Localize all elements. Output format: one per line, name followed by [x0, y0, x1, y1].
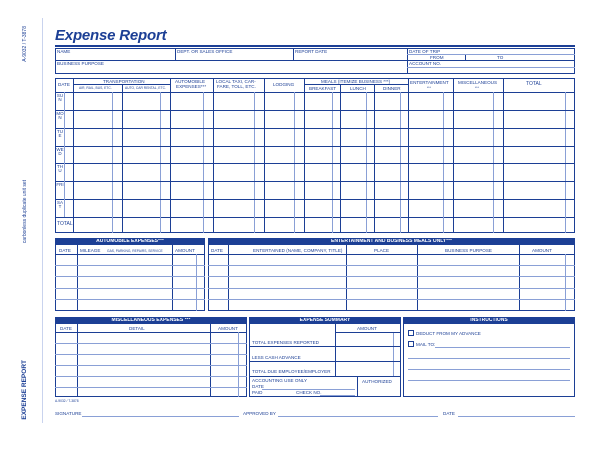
day-sat: SAT: [56, 200, 63, 210]
col-dinner: DINNER: [383, 86, 401, 91]
col-automobile-expenses: EXPENSES***: [176, 84, 207, 89]
account-no-label: ACCOUNT NO.: [409, 61, 442, 66]
summary-total-reported: TOTAL EXPENSES REPORTED: [252, 340, 319, 345]
signature-label: SIGNATURE: [55, 411, 82, 416]
col-total: TOTAL: [526, 81, 542, 87]
main-expense-table: [55, 78, 575, 233]
summary-less-cash: LESS CASH ADVANCE: [252, 355, 301, 360]
col-transportation: TRANSPORTATION: [103, 79, 145, 84]
ent-amount-label: AMOUNT: [532, 248, 552, 253]
misc-amount-label: AMOUNT: [218, 326, 238, 331]
entertainment-header: ENTERTAINMENT AND BUSINESS MEALS ONLY***: [208, 238, 575, 245]
instructions-header: INSTRUCTIONS: [403, 317, 575, 324]
col-local-taxi-2: FARE, TOLL, ETC.: [217, 84, 256, 89]
col-miscellaneous: MISCELLANEOUS: [458, 80, 498, 85]
summary-date: DATE: [252, 384, 264, 389]
total-row-label: TOTAL: [57, 221, 73, 227]
deduct-checkbox[interactable]: [408, 330, 414, 336]
mail-to-checkbox[interactable]: [408, 341, 414, 347]
report-date-label: REPORT DATE: [295, 49, 328, 54]
misc-date-label: DATE: [60, 326, 72, 331]
day-wed: WED: [56, 147, 64, 157]
col-automobile: AUTOMOBILE: [175, 79, 206, 84]
col-local-taxi-1: LOCAL TAXI, CAR-: [216, 79, 256, 84]
summary-amount-label: AMOUNT: [357, 326, 377, 331]
approved-by-label: APPROVED BY: [243, 411, 276, 416]
day-thu: THU: [57, 164, 63, 174]
col-transportation-sub2: AUTO, CAR RENTAL, ETC.: [125, 86, 166, 90]
col-miscellaneous-sub: ***: [475, 86, 479, 90]
side-title: EXPENSE REPORT: [21, 360, 28, 420]
ent-purpose-label: BUSINESS PURPOSE: [445, 248, 492, 253]
summary-check-no: CHECK NO.: [296, 390, 322, 395]
col-entertainment: ENTERTAINMENT: [410, 80, 449, 85]
name-label: NAME: [57, 49, 71, 54]
col-entertainment-sub: ***: [427, 86, 431, 90]
col-date: DATE: [58, 82, 70, 87]
summary-header: EXPENSE SUMMARY: [249, 317, 401, 324]
mail-to-label: MAIL TO:: [416, 342, 436, 347]
bottom-form-code: A-9032 / T-3878: [55, 399, 79, 403]
misc-expenses-header: MISCELLANEOUS EXPENSES ***: [55, 317, 247, 324]
dept-label: DEPT. OR SALES OFFICE: [177, 49, 233, 54]
auto-mileage-sub: GAS, PARKING, REPAIRS, SERVICE: [107, 249, 163, 253]
date-label: DATE: [443, 411, 455, 416]
day-sun: SUN: [56, 93, 64, 103]
col-transportation-sub1: AIR, RAIL, BUS, ETC.: [79, 86, 112, 90]
page-title: Expense Report: [55, 27, 167, 44]
col-lodging: LODGING: [273, 82, 295, 87]
misc-detail-label: DETAIL: [129, 326, 145, 331]
to-label: TO: [497, 55, 504, 60]
auto-date-label: DATE: [59, 248, 71, 253]
summary-authorized: AUTHORIZED: [362, 379, 392, 384]
auto-mileage-label: MILEAGE: [80, 248, 101, 253]
col-lunch: LUNCH: [350, 86, 366, 91]
from-label: FROM: [430, 55, 444, 60]
business-purpose-label: BUSINESS PURPOSE: [57, 61, 104, 66]
day-tue: TUE: [57, 129, 63, 139]
col-breakfast: BREAKFAST: [309, 86, 337, 91]
summary-paid: PAID: [252, 390, 263, 395]
title-rule: [55, 45, 575, 47]
side-strip-border: [42, 18, 43, 423]
ent-date-label: DATE: [211, 248, 223, 253]
day-mon: MON: [56, 111, 64, 121]
side-code: A-9032 / T-3878: [22, 26, 28, 62]
deduct-label: DEDUCT FROM MY ADVANCE: [416, 331, 481, 336]
col-meals: MEALS (ITEMIZE BUSINESS ***): [321, 79, 391, 84]
ent-entertained-label: ENTERTAINED (NAME, COMPANY, TITLE): [253, 248, 343, 253]
instructions-box: [403, 317, 575, 397]
summary-accounting: ACCOUNTING USE ONLY: [252, 378, 308, 383]
auto-expenses-header: AUTOMOBILE EXPENSES***: [55, 238, 205, 245]
date-of-trip-label: DATE OF TRIP: [409, 49, 441, 54]
summary-total-due: TOTAL DUE EMPLOYEE/EMPLOYER: [252, 369, 331, 374]
day-fri: FRI: [56, 182, 64, 187]
auto-amount-label: AMOUNT: [175, 248, 195, 253]
ent-place-label: PLACE: [374, 248, 390, 253]
side-note: carbonless duplicate unit set: [22, 180, 28, 244]
